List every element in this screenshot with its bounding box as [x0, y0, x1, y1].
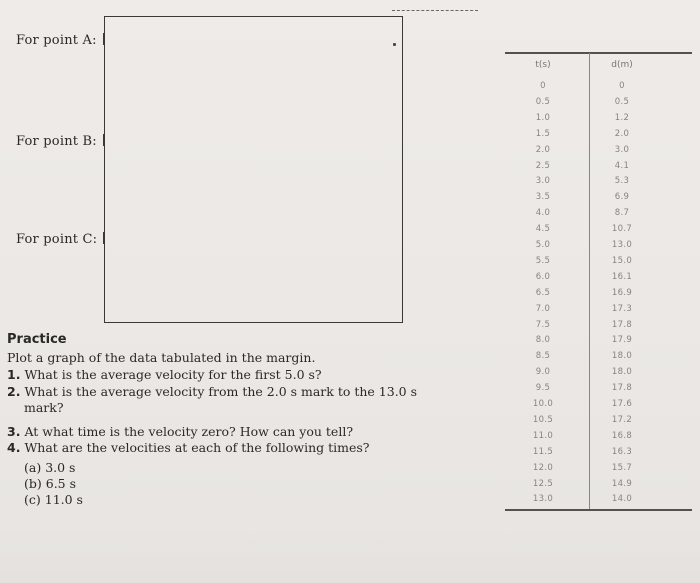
table-cell-distance: 16.9: [611, 287, 633, 298]
table-cell-distance: 14.9: [611, 478, 633, 489]
question-2-number: 2.: [7, 384, 21, 399]
table-cell-distance: 17.8: [611, 319, 633, 330]
table-cell-time: 0.5: [535, 96, 551, 107]
margin-data-table: [505, 48, 692, 516]
table-cell-distance: 3.0: [614, 144, 630, 155]
table-cell-distance: 16.1: [611, 271, 633, 282]
table-cell-distance: 14.0: [611, 494, 633, 505]
table-cell-distance: 17.2: [611, 414, 633, 425]
table-bottom-rule: [505, 509, 692, 511]
sub-item-a-label: (a): [24, 460, 42, 475]
table-cell-time: 1.5: [535, 128, 551, 139]
sub-item-c-label: (c): [24, 492, 41, 507]
table-cell-time: 3.5: [535, 192, 551, 203]
practice-intro: Plot a graph of the data tabulated in the margin.: [7, 350, 316, 365]
table-cell-time: 4.0: [535, 208, 551, 219]
point-b-label: For point B:: [16, 134, 97, 149]
question-2-continuation: mark?: [24, 400, 64, 415]
sub-item-b: [24, 476, 76, 491]
point-c-tick: [103, 232, 104, 244]
table-cell-distance: 18.0: [611, 351, 633, 362]
table-cell-time: 2.5: [535, 160, 551, 171]
point-a-label: For point A:: [16, 33, 97, 48]
table-cell-distance: 1.2: [614, 112, 630, 123]
table-cell-distance: 8.7: [614, 208, 630, 219]
dashed-line: [392, 10, 478, 11]
table-cell-distance: 6.9: [614, 192, 630, 203]
table-cell-time: 2.0: [535, 144, 551, 155]
table-top-rule: [505, 52, 692, 54]
table-cell-time: 1.0: [535, 112, 551, 123]
question-1-number: 1.: [7, 367, 21, 382]
question-2: [7, 385, 417, 399]
table-cell-distance: 5.3: [614, 176, 630, 187]
question-1: [7, 368, 322, 382]
question-2-text: What is the average velocity from the 2.0 s mark to the 13.0 s: [24, 384, 418, 399]
question-3: [7, 425, 353, 439]
table-cell-time: 8.0: [535, 335, 551, 346]
header-distance: d(m): [611, 60, 633, 70]
table-cell-distance: 17.6: [611, 399, 633, 409]
sub-item-b-value: 6.5 s: [45, 476, 77, 491]
table-cell-distance: 0.5: [614, 96, 630, 107]
table-cell-time: 11.5: [532, 446, 554, 457]
table-cell-time: 7.5: [535, 319, 551, 330]
table-cell-distance: 0: [619, 81, 625, 91]
table-cell-time: 10.5: [532, 414, 554, 425]
box-mark: [393, 43, 396, 46]
table-cell-time: 3.0: [535, 176, 551, 187]
table-cell-distance: 18.0: [611, 367, 633, 378]
table-cell-time: 6.0: [535, 271, 551, 282]
table-cell-distance: 16.3: [611, 446, 633, 457]
sub-item-c-value: 11.0 s: [44, 492, 83, 507]
table-cell-distance: 13.0: [611, 240, 633, 250]
point-b-tick: [103, 134, 104, 146]
table-cell-time: 13.0: [532, 494, 554, 505]
table-cell-time: 8.5: [535, 351, 551, 362]
question-3-number: 3.: [7, 424, 21, 439]
table-cell-time: 11.0: [532, 430, 554, 441]
table-cell-time: 4.5: [535, 224, 551, 235]
point-c-label: For point C:: [16, 232, 98, 247]
table-cell-time: 0: [540, 81, 546, 91]
table-cell-distance: 2.0: [614, 128, 630, 139]
point-a-tick: [103, 33, 104, 45]
question-3-text: At what time is the velocity zero? How can you tell?: [24, 424, 354, 439]
table-cell-distance: 15.0: [611, 255, 633, 266]
sub-item-a: [24, 460, 75, 475]
table-cell-distance: 10.7: [611, 224, 633, 235]
table-cell-distance: 4.1: [614, 160, 630, 171]
sub-item-c: [24, 492, 83, 507]
question-1-text: What is the average velocity for the first 5.0 s?: [24, 367, 322, 382]
table-cell-distance: 17.8: [611, 383, 633, 394]
question-4-text: What are the velocities at each of the following times?: [24, 440, 370, 455]
table-cell-distance: 17.9: [611, 335, 633, 346]
table-cell-distance: 17.3: [611, 303, 633, 314]
table-cell-time: 5.0: [535, 240, 551, 250]
table-cell-time: 9.0: [535, 367, 551, 378]
table-cell-time: 7.0: [535, 303, 551, 314]
table-cell-time: 10.0: [532, 399, 554, 409]
table-cell-distance: 16.8: [611, 430, 633, 441]
question-4: [7, 441, 370, 455]
sub-item-b-label: (b): [24, 476, 42, 491]
page-shadow: [0, 530, 700, 583]
table-cell-time: 9.5: [535, 383, 551, 394]
table-cell-distance: 15.7: [611, 462, 633, 473]
table-column-divider: [589, 53, 590, 509]
graph-box: [104, 16, 403, 323]
table-cell-time: 12.0: [532, 462, 554, 473]
sub-item-a-value: 3.0 s: [45, 460, 76, 475]
table-cell-time: 6.5: [535, 287, 551, 298]
table-cell-time: 12.5: [532, 478, 554, 489]
header-time: t(s): [535, 60, 551, 70]
table-cell-time: 5.5: [535, 255, 551, 266]
question-4-number: 4.: [7, 440, 21, 455]
practice-heading: Practice: [7, 332, 67, 347]
